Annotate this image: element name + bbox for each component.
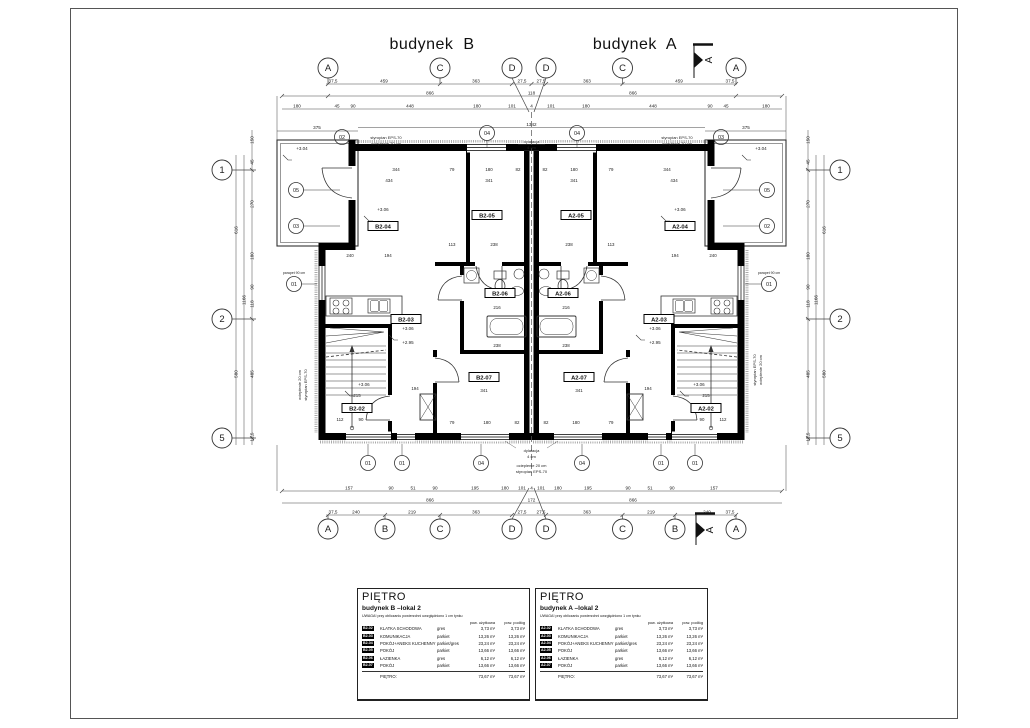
dim-label: 866 (426, 497, 434, 503)
table-row (362, 662, 525, 669)
dim-label: 45 (723, 103, 729, 109)
dim-label: 150 (805, 136, 811, 144)
room-area-floor: 23,24 m² (686, 640, 703, 646)
room-code-badge: A2-02 (541, 626, 551, 631)
room-area-usable: 13,26 m² (478, 633, 495, 639)
dim-label: 27,5 (517, 509, 527, 515)
room-finish: gres (615, 626, 624, 632)
room-name: KOMUNIKACJA (380, 633, 411, 639)
dim-label: 363 (472, 509, 480, 515)
level-label: +3.04 (755, 146, 767, 151)
table-row (540, 655, 703, 662)
marker-label: 04 (477, 461, 485, 467)
room-label-a2-05: A2-05 (568, 213, 584, 220)
total-area-floor: 73,67 m² (508, 673, 525, 679)
dim-label: 82 (515, 167, 521, 172)
dim-label: 344 (392, 167, 400, 172)
dim-label: 485 (805, 370, 811, 378)
note-parapet: parapet 90 cm (282, 271, 306, 275)
dim-label: 180 (293, 103, 301, 109)
room-label-b2-05: B2-05 (479, 213, 495, 220)
room-finish: gres (437, 626, 446, 632)
dim-label: 195 (584, 485, 592, 491)
room-area-floor: 13,66 m² (686, 663, 703, 669)
dim-label: 240 (352, 509, 360, 515)
dim-label: 616 (821, 226, 827, 234)
room-label-b2-07: B2-07 (476, 375, 492, 382)
note-styropian: styropian EPS-70 (515, 469, 548, 474)
room-code-badge: B2-06 (363, 655, 373, 660)
room-area-usable: 13,66 m² (478, 663, 495, 669)
axis-label: A (732, 524, 740, 535)
dim-label: 90 (388, 485, 394, 491)
total-label: PIĘTRO: (558, 673, 575, 679)
axis-label: 1 (837, 165, 843, 176)
dim-label: 90 (805, 284, 811, 290)
room-name: POKÓJ (558, 663, 573, 669)
room-code-badge: A2-07 (541, 663, 551, 668)
dim-label: 1166 (813, 295, 819, 305)
column-header-usable: pow. użytkowa (469, 620, 495, 625)
column-header-usable: pow. użytkowa (647, 620, 673, 625)
note-dylatacja-size: 4 cm (527, 145, 536, 150)
table-row (540, 632, 703, 639)
dim-label: 90 (350, 103, 356, 109)
marker-label: 01 (765, 282, 773, 288)
dim-label: 219 (408, 509, 416, 515)
dim-label: 157 (710, 485, 718, 491)
dim-label: 113 (448, 242, 456, 247)
table-title: PIĘTRO (362, 591, 406, 603)
dim-label: 866 (629, 497, 637, 503)
axis-label: 5 (837, 433, 843, 444)
marker-label: 01 (290, 282, 298, 288)
room-area-usable: 23,24 m² (478, 640, 495, 646)
dim-label: 45 (334, 103, 340, 109)
room-label-b2-04: B2-04 (375, 224, 391, 231)
room-finish: parkiet (615, 663, 628, 669)
level-label: +3.04 (296, 146, 308, 151)
dim-label: 180 (805, 252, 811, 260)
room-label-b2-06: B2-06 (492, 291, 508, 298)
dim-label: 90 (358, 417, 364, 422)
dim-label: 215 (353, 393, 361, 398)
room-label-a2-04: A2-04 (672, 224, 688, 231)
room-name: KLATKA SCHODOWA (380, 626, 422, 632)
staircase (326, 328, 386, 430)
kitchen-fixtures (326, 296, 402, 316)
dim-label: 215 (702, 393, 710, 398)
dim-label: 180 (554, 485, 562, 491)
dim-label: 270 (249, 200, 255, 208)
room-finish: parkiet/gres (437, 640, 459, 646)
dim-label: 240 (346, 253, 354, 258)
dim-label: 580 (233, 370, 239, 378)
note-dylatacja-size: 4 cm (527, 454, 536, 459)
dim-label: 118 (249, 300, 255, 308)
dim-label: 12,5 (249, 432, 255, 442)
dim-label: 113 (607, 242, 615, 247)
room-area-floor: 13,26 m² (686, 633, 703, 639)
marker-label: 03 (717, 135, 725, 141)
dim-label: 79 (449, 167, 455, 172)
note-styropian: styropian EPS-70 (303, 369, 308, 401)
dim-label: 27,5 (517, 78, 527, 84)
dim-label: 79 (608, 167, 614, 172)
marker-label: 04 (573, 131, 581, 137)
dim-label: 195 (471, 485, 479, 491)
room-code-badge: B2-03 (363, 633, 373, 638)
room-area-usable: 3,73 m² (658, 626, 673, 632)
table-note: UWAGA! przy obliczaniu powierzchni uwzględniono 1 cm tynku (362, 613, 463, 618)
dim-label: 219 (647, 509, 655, 515)
dim-label: 448 (406, 103, 414, 109)
room-code-badge: B2-07 (363, 663, 373, 668)
dim-label: 1166 (241, 295, 247, 305)
axis-label: A (324, 63, 332, 74)
room-label-a2-02: A2-02 (698, 406, 714, 413)
axis-label: 2 (219, 314, 225, 325)
bathroom-fixtures (464, 268, 526, 337)
room-area-usable: 13,26 m² (656, 633, 673, 639)
dim-label: 180 (582, 103, 590, 109)
marker-label: 04 (578, 461, 586, 467)
room-label-a2-07: A2-07 (571, 375, 587, 382)
dim-label: 341 (485, 178, 493, 183)
room-label-a2-03: A2-03 (651, 317, 667, 324)
dim-label: 448 (649, 103, 657, 109)
dim-label: 4 (530, 103, 533, 109)
dim-label: 375 (742, 125, 750, 130)
note-ocieplenie: ocieplenie 20 cm (661, 141, 693, 146)
dim-label: 157 (345, 485, 353, 491)
dim-label: 180 (501, 485, 509, 491)
room-area-usable: 3,73 m² (480, 626, 495, 632)
dim-label: 150 (249, 136, 255, 144)
table-row (362, 625, 525, 632)
axis-label: B (381, 524, 389, 535)
room-label-a2-06: A2-06 (555, 291, 571, 298)
dim-label: 82 (542, 167, 548, 172)
title-building-a: budynek A (592, 36, 678, 53)
dim-label: 27,5 (536, 78, 546, 84)
note-ocieplenie: ocieplenie 20 cm (758, 354, 763, 386)
room-area-floor: 6,12 m² (510, 655, 525, 661)
dim-label: 375 (313, 125, 321, 130)
room-name: POKÓJ+ANEKS KUCHENNY (558, 640, 614, 646)
dim-label: 82 (514, 420, 520, 425)
room-code-badge: B2-04 (363, 640, 373, 645)
room-finish: gres (437, 655, 446, 661)
dim-label: 194 (384, 253, 392, 258)
axis-label: 1 (219, 165, 225, 176)
section-label: A (705, 526, 716, 534)
room-area-floor: 6,12 m² (688, 655, 703, 661)
dim-label: 238 (562, 343, 570, 348)
marker-label: 05 (292, 188, 300, 194)
total-area-floor: 73,67 m² (686, 673, 703, 679)
room-code-badge: A2-04 (541, 640, 551, 645)
room-name: ŁAZIENKA (380, 655, 401, 661)
room-name: POKÓJ (380, 663, 395, 669)
dim-label: 90 (249, 284, 255, 290)
table-rows (540, 625, 703, 669)
axis-label: 5 (219, 433, 225, 444)
dim-label: 580 (821, 370, 827, 378)
dim-label: 194 (644, 386, 652, 391)
room-code-badge: A2-03 (541, 633, 551, 638)
note-styropian: styropian EPS-70 (752, 354, 757, 386)
room-label-b2-03: B2-03 (398, 317, 414, 324)
axis-label: D (508, 524, 516, 535)
room-area-floor: 13,66 m² (508, 663, 525, 669)
dim-label: 240 (703, 509, 711, 515)
section-marker-bottom (695, 514, 716, 546)
dim-label: 45 (249, 159, 255, 165)
level-label: +2.95 (649, 340, 661, 345)
level-label: +2.95 (402, 340, 414, 345)
table-row (362, 640, 525, 647)
table-row (540, 647, 703, 654)
table-total-row (362, 671, 525, 679)
marker-label: 01 (657, 461, 665, 467)
dim-label: 485 (249, 370, 255, 378)
axis-label: A (324, 524, 332, 535)
dim-label: 363 (472, 78, 480, 84)
dim-label: 238 (490, 242, 498, 247)
note-ocieplenie: ocieplenie 20 cm (370, 141, 402, 146)
level-label: +3.06 (377, 207, 389, 212)
dim-label: 180 (762, 103, 770, 109)
dim-label: 434 (670, 178, 678, 183)
dim-label: 194 (411, 386, 419, 391)
room-area-floor: 13,66 m² (686, 648, 703, 654)
dim-label: 180 (249, 252, 255, 260)
dim-label: 1342 (526, 122, 537, 127)
room-name: POKÓJ+ANEKS KUCHENNY (380, 640, 436, 646)
dim-label: 216 (493, 305, 501, 310)
dim-label: 240 (709, 253, 717, 258)
dim-label: 90 (707, 103, 713, 109)
room-name: ŁAZIENKA (558, 655, 579, 661)
dim-label: 341 (575, 388, 583, 393)
room-code-badge: A2-05 (541, 648, 551, 653)
dim-label: 180 (483, 420, 491, 425)
dim-label: 180 (485, 167, 493, 172)
table-subtitle: budynek A –lokal 2 (540, 604, 599, 612)
dim-label: 459 (675, 78, 683, 84)
dim-label: 37,5 (328, 509, 338, 515)
table-total-row (540, 671, 703, 679)
table-row (540, 640, 703, 647)
room-finish: parkiet/gres (615, 640, 637, 646)
dim-label: 616 (233, 226, 239, 234)
dim-label: 238 (565, 242, 573, 247)
room-finish: parkiet (437, 633, 450, 639)
dim-label: 180 (473, 103, 481, 109)
marker-label: 03 (292, 224, 300, 230)
title-building-b: budynek B (389, 36, 475, 53)
room-area-floor: 13,66 m² (508, 648, 525, 654)
axis-label: C (619, 63, 626, 74)
room-area-usable: 13,66 m² (656, 663, 673, 669)
marker-label: 02 (763, 224, 771, 230)
dim-label: 37,5 (725, 78, 735, 84)
dim-label: 112 (719, 417, 727, 422)
dim-label: 82 (543, 420, 549, 425)
room-area-usable: 13,66 m² (478, 648, 495, 654)
room-label-b2-02: B2-02 (349, 406, 365, 413)
dim-label: 216 (562, 305, 570, 310)
dim-label: 101 (508, 103, 516, 109)
room-schedule-table-a (535, 588, 708, 701)
note-dylatacja: dylatacja (523, 139, 540, 144)
room-code-badge: A2-06 (541, 655, 551, 660)
column-header-floor: pow. podłóg (682, 620, 703, 625)
dim-label: 459 (380, 78, 388, 84)
room-name: POKÓJ (380, 648, 395, 654)
room-finish: gres (615, 655, 624, 661)
table-row (362, 632, 525, 639)
table-title: PIĘTRO (540, 591, 584, 603)
dim-label: 27,5 (536, 509, 546, 515)
dim-label: 90 (669, 485, 675, 491)
dim-label: 37,5 (725, 509, 735, 515)
dim-label: 51 (647, 485, 653, 491)
marker-label: 01 (691, 461, 699, 467)
dim-label: 45 (805, 159, 811, 165)
room-name: KLATKA SCHODOWA (558, 626, 600, 632)
note-parapet: parapet 90 cm (757, 271, 781, 275)
note-ocieplenie: ocieplenie 20 cm (516, 463, 547, 468)
room-name: POKÓJ (558, 648, 573, 654)
table-row (540, 662, 703, 669)
level-label: +3.06 (674, 207, 686, 212)
room-code-badge: B2-02 (363, 626, 373, 631)
dim-label: 866 (426, 90, 434, 96)
total-label: PIĘTRO: (380, 673, 397, 679)
dim-label: 112 (336, 417, 344, 422)
axis-label: C (619, 524, 626, 535)
dim-label: 37,5 (328, 78, 338, 84)
level-label: +3.06 (693, 382, 705, 387)
marker-label: 01 (398, 461, 406, 467)
dim-label: 90 (432, 485, 438, 491)
note-styropian: styropian EPS-70 (661, 135, 693, 140)
note-dylatacja: dylatacja (523, 448, 540, 453)
dim-label: 341 (480, 388, 488, 393)
marker-label: 05 (763, 188, 771, 194)
dim-label: 101 (518, 485, 526, 491)
room-area-usable: 6,12 m² (480, 655, 495, 661)
axis-label: 2 (837, 314, 843, 325)
dim-label: 341 (570, 178, 578, 183)
dim-label: 363 (583, 509, 591, 515)
room-finish: parkiet (437, 648, 450, 654)
dim-label: 101 (547, 103, 555, 109)
dim-label: 172 (527, 497, 536, 503)
room-area-floor: 3,73 m² (688, 626, 703, 632)
table-rows (362, 625, 525, 669)
table-subtitle: budynek B –lokal 2 (362, 604, 421, 612)
axis-label: D (542, 524, 550, 535)
dim-label: 194 (671, 253, 679, 258)
dim-label: 270 (805, 200, 811, 208)
dim-label: 51 (410, 485, 416, 491)
dim-label: 90 (625, 485, 631, 491)
room-area-floor: 13,26 m² (508, 633, 525, 639)
axis-label: D (542, 63, 550, 74)
table-row (540, 625, 703, 632)
dim-label: 180 (572, 420, 580, 425)
dim-label: 363 (583, 78, 591, 84)
dim-label: 12,5 (805, 432, 811, 442)
marker-label: 04 (483, 131, 491, 137)
section-label: A (704, 56, 715, 64)
level-label: +3.06 (402, 326, 414, 331)
total-area-usable: 73,67 m² (478, 673, 495, 679)
axis-label: C (436, 524, 444, 535)
table-row (362, 655, 525, 662)
dim-label: 90 (699, 417, 705, 422)
room-area-floor: 23,24 m² (508, 640, 525, 646)
axis-label: C (436, 63, 444, 74)
table-row (362, 647, 525, 654)
table-note: UWAGA! przy obliczaniu powierzchni uwzględniono 1 cm tynku (540, 613, 641, 618)
note-ocieplenie: ocieplenie 20 cm (297, 369, 302, 401)
room-area-floor: 3,73 m² (510, 626, 525, 632)
dim-label: 866 (629, 90, 637, 96)
marker-label: 01 (364, 461, 372, 467)
dim-label: 238 (493, 343, 501, 348)
room-code-badge: B2-05 (363, 648, 373, 653)
dim-label: 4 (530, 485, 533, 491)
section-marker-top (693, 45, 715, 79)
room-area-usable: 6,12 m² (658, 655, 673, 661)
room-schedule-table-b (357, 588, 530, 701)
dim-label: 434 (385, 178, 393, 183)
axis-label: A (732, 63, 740, 74)
wall-openings (318, 143, 510, 442)
dim-label: 344 (663, 167, 671, 172)
level-label: +3.06 (649, 326, 661, 331)
total-area-usable: 73,67 m² (656, 673, 673, 679)
axis-label: B (671, 524, 679, 535)
dim-label: 118 (527, 90, 536, 96)
room-name: KOMUNIKACJA (558, 633, 589, 639)
dim-label: 101 (537, 485, 545, 491)
column-header-floor: pow. podłóg (504, 620, 525, 625)
note-styropian: styropian EPS-70 (370, 135, 402, 140)
axis-label: D (508, 63, 516, 74)
dim-label: 79 (449, 420, 455, 425)
room-finish: parkiet (615, 648, 628, 654)
room-finish: parkiet (615, 633, 628, 639)
room-area-usable: 23,24 m² (656, 640, 673, 646)
dim-label: 180 (570, 167, 578, 172)
level-label: +3.06 (358, 382, 370, 387)
dim-label: 118 (805, 300, 811, 308)
room-area-usable: 13,66 m² (656, 648, 673, 654)
dim-label: 79 (608, 420, 614, 425)
room-finish: parkiet (437, 663, 450, 669)
marker-label: 02 (338, 135, 346, 141)
